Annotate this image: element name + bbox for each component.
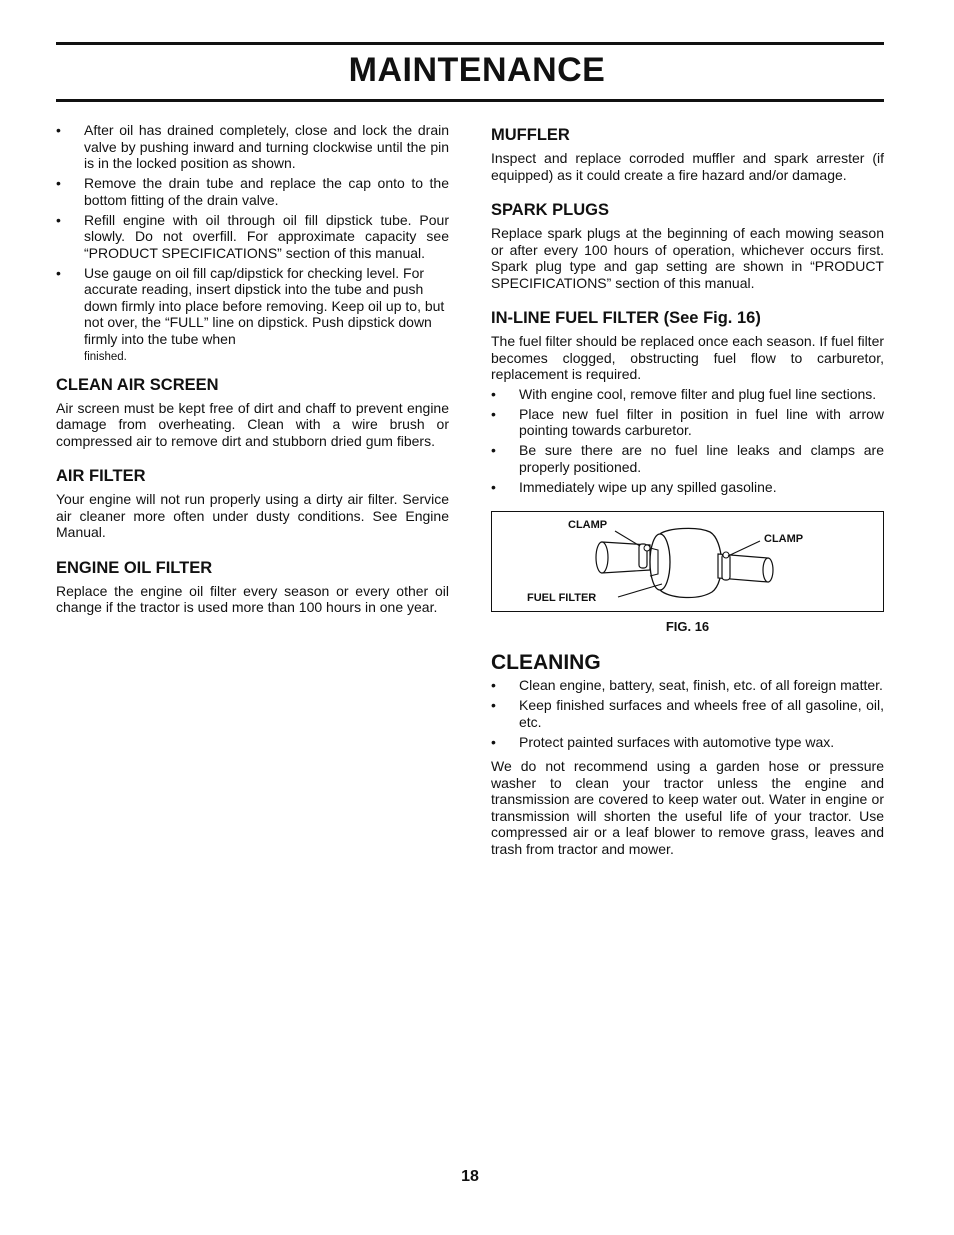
cleaning-steps [491,677,884,750]
leader-fuel-filter [618,584,662,597]
section-heading: CLEANING [491,651,601,674]
clamp-left-ear [644,545,650,551]
page-title: MAINTENANCE [348,51,606,89]
clamp-right-ear [723,552,729,558]
section-heading: MUFFLER [491,126,570,144]
section-text: Your engine will not run properly using a dirty air filter. Service air cleaner more often under dusty conditions. See Engine Manual. [56,491,449,540]
list-item: • Keep finished surfaces and wheels free of all gasoline, oil, etc. [491,697,884,730]
header-rule-top [56,42,884,45]
fuel-filter-figure [491,511,884,612]
list-item: • Protect painted surfaces with automotive type wax. [491,733,835,750]
section-spark-plugs [491,201,884,291]
section-muffler [491,126,884,183]
section-text: Replace spark plugs at the beginning of each mowing season or after every 100 hours of operation, whichever occurs first. Spark plug type and gap setting are shown in “PRODUCT SPECIFICATIONS” section of this manual. [491,225,884,291]
right-column [491,122,884,857]
section-heading: ENGINE OIL FILTER [56,558,213,577]
section-heading: AIR FILTER [56,467,146,485]
section-fuel-filter [491,309,884,635]
label-clamp-left: CLAMP [568,519,608,531]
fuel-line-left-end [596,542,608,573]
section-cleaning [491,651,884,857]
bullet-tail: finished. [84,351,127,363]
list-item: • Clean engine, battery, seat, finish, etc. of all foreign matter. [491,677,883,693]
section-text: We do not recommend using a garden hose or pressure washer to clean your tractor unless the engine and transmission are covered to keep water out. Water in engine or transmission will shorten the useful life of your tractor. Use compressed air or a leaf blower to remove grass, leaves and trash from tractor and mower. [491,758,884,857]
section-text: Air screen must be kept free of dirt and chaff to prevent engine damage from overheating. Clean with a wire brush or compressed air to remove dirt and stubborn dried gum fibers. [56,399,449,449]
section-engine-oil-filter [56,559,449,616]
section-heading: CLEAN AIR SCREEN [56,375,219,394]
label-clamp-right: CLAMP [764,533,804,545]
list-item: • After oil has drained completely, close and lock the drain valve by pushing inward and turning clockwise until the pin is in the locked position as shown. [56,122,449,171]
fuel-filter-steps [491,386,884,496]
section-heading: SPARK PLUGS [491,201,609,219]
fuel-line-right-end [763,558,773,582]
list-item: • Refill engine with oil through oil fill dipstick tube. Pour slowly. Do not overfill. For approximate capacity see “PRODUCT SPECIFICATIONS” section of this manual. [56,211,449,261]
figure-caption: FIG. 16 [665,619,710,634]
oil-change-steps [56,122,449,366]
list-item: • Immediately wipe up any spilled gasoline. [491,478,777,495]
list-item: • Be sure there are no fuel line leaks and clamps are properly positioned. [491,442,884,475]
header-rule-bottom [56,99,884,102]
section-clean-air-screen [56,376,449,450]
section-air-filter [56,467,449,541]
section-text: Inspect and replace corroded muffler and spark arrester (if equipped) as it could create a fire hazard and/or damage. [491,150,884,183]
list-item: • Place new fuel filter in position in fuel line with arrow pointing towards carburetor. [491,405,884,438]
page-number: 18 [461,1168,479,1185]
list-item: • Use gauge on oil fill cap/dipstick for checking level. For accurate reading, insert dipstick into the tube and push down firmly into place before removing. Keep oil up to, but not over, the “FULL” line on dipstick. Push dipstick down firmly into the tube when finished. [56,264,445,363]
list-item: • Remove the drain tube and replace the cap onto to the bottom fitting of the drain valve. [56,175,449,208]
filter-face [650,534,670,590]
section-text: The fuel filter should be replaced once each season. If fuel filter becomes clogged, obstructing fuel flow to carburetor, replacement is required. [491,333,885,382]
label-fuel-filter: FUEL FILTER [527,592,597,604]
left-column [56,122,449,616]
section-text: Replace the engine oil filter every season or every other oil change if the tractor is used more than 100 hours in one year. [56,582,449,615]
section-heading: IN-LINE FUEL FILTER (See Fig. 16) [491,309,761,327]
leader-clamp-right [728,541,760,556]
list-item: • With engine cool, remove filter and plug fuel line sections. [491,385,877,402]
